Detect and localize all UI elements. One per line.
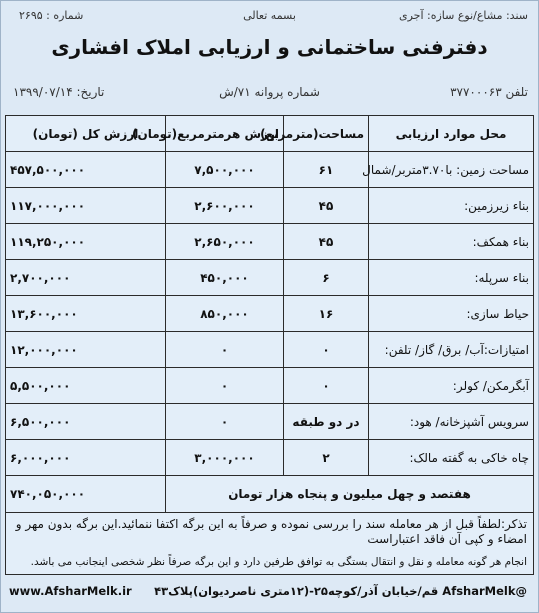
row-item: مساحت زمین: با۳.۷۰متربر/شمال [369, 152, 534, 188]
notes-row [6, 513, 534, 575]
footer-address: @AfsharMelk قم/خیابان آذر/کوچه۲۵-(۱۲متری ناصردیوان)پلاک۴۳ [154, 584, 527, 598]
row-total: ۵,۵۰۰,۰۰۰ [6, 368, 166, 404]
table-row [6, 260, 534, 296]
row-total: ۶,۵۰۰,۰۰۰ [6, 404, 166, 440]
notes [6, 513, 534, 575]
header-area: مساحت(مترمربع) [284, 116, 369, 152]
row-area: ۴۵ [284, 224, 369, 260]
note-transaction: انجام هر گونه معامله و نقل و انتقال بستگی به توافق طرفین دارد و این برگه صرفاً نظر شخصی اینجانب می باشد. [30, 556, 527, 568]
row-unit-price: ۲,۶۰۰,۰۰۰ [166, 188, 284, 224]
header-total: ارزش کل (تومان) [6, 116, 166, 152]
table-row [6, 296, 534, 332]
row-total: ۲,۷۰۰,۰۰۰ [6, 260, 166, 296]
header-info-row [1, 85, 538, 103]
row-unit-price: ۲,۶۵۰,۰۰۰ [166, 224, 284, 260]
sum-in-words: هفتصد و چهل میلیون و پنجاه هزار تومان [166, 476, 534, 513]
row-unit-price: ۰ [166, 404, 284, 440]
table-row [6, 440, 534, 476]
row-area: ۴۵ [284, 188, 369, 224]
row-total: ۱۱۹,۲۵۰,۰۰۰ [6, 224, 166, 260]
row-item: آبگرمکن/ کولر: [369, 368, 534, 404]
basmala: بسمه تعالی [243, 9, 296, 22]
table-row [6, 152, 534, 188]
footer-website[interactable]: www.AfsharMelk.ir [9, 584, 132, 598]
table-row [6, 332, 534, 368]
row-area: ۰ [284, 368, 369, 404]
row-unit-price: ۸۵۰,۰۰۰ [166, 296, 284, 332]
row-item: چاه خاکی به گفته مالک: [369, 440, 534, 476]
row-unit-price: ۰ [166, 368, 284, 404]
phone: تلفن ۳۷۷۰۰۰۶۳ [450, 85, 528, 99]
table-header-row [6, 116, 534, 152]
row-unit-price: ۰ [166, 332, 284, 368]
table-row [6, 224, 534, 260]
row-item: امتیازات:آب/ برق/ گاز/ تلفن: [369, 332, 534, 368]
row-item: سرویس آشپزخانه/ هود: [369, 404, 534, 440]
row-area: در دو طبقه [284, 404, 369, 440]
document-type: سند: مشاع/نوع سازه: آجری [398, 9, 528, 22]
company-title: دفترفنی ساختمانی و ارزیابی املاک افشاری [51, 35, 488, 59]
header-item: محل موارد ارزیابی [369, 116, 534, 152]
row-total: ۱۳,۶۰۰,۰۰۰ [6, 296, 166, 332]
row-item: حیاط سازی: [369, 296, 534, 332]
row-area: ۶۱ [284, 152, 369, 188]
header-unit-price: ارزش هرمترمربع(تومان) [166, 116, 284, 152]
row-area: ۱۶ [284, 296, 369, 332]
row-unit-price: ۷,۵۰۰,۰۰۰ [166, 152, 284, 188]
document-number: شماره : ۲۶۹۵ [19, 9, 84, 22]
table-row [6, 188, 534, 224]
row-area: ۰ [284, 332, 369, 368]
row-unit-price: ۳,۰۰۰,۰۰۰ [166, 440, 284, 476]
row-total: ۴۵۷,۵۰۰,۰۰۰ [6, 152, 166, 188]
row-total: ۱۱۷,۰۰۰,۰۰۰ [6, 188, 166, 224]
license-number: شماره پروانه ۷۱/ش [219, 85, 320, 99]
row-area: ۲ [284, 440, 369, 476]
appraisal-table [5, 115, 534, 575]
footer [5, 575, 533, 607]
row-total: ۱۲,۰۰۰,۰۰۰ [6, 332, 166, 368]
sum-total: ۷۴۰,۰۵۰,۰۰۰ [6, 476, 166, 513]
row-item: بناء زیرزمین: [369, 188, 534, 224]
row-total: ۶,۰۰۰,۰۰۰ [6, 440, 166, 476]
note-disclaimer: تذکر:لطفاً قبل از هر معامله سند را بررسی نموده و صرفاً به این برگه اکتفا ننمائید.این برگه بدون مهر و امضاء و کپی آن فاقد اعتباراست [15, 517, 527, 546]
row-item: بناء سرپله: [369, 260, 534, 296]
document-date: تاریخ: ۱۳۹۹/۰۷/۱۴ [13, 85, 105, 99]
table-row [6, 404, 534, 440]
row-unit-price: ۴۵۰,۰۰۰ [166, 260, 284, 296]
row-area: ۶ [284, 260, 369, 296]
sum-row [6, 476, 534, 513]
table-row [6, 368, 534, 404]
header-top-row [1, 9, 538, 27]
row-item: بناء همکف: [369, 224, 534, 260]
